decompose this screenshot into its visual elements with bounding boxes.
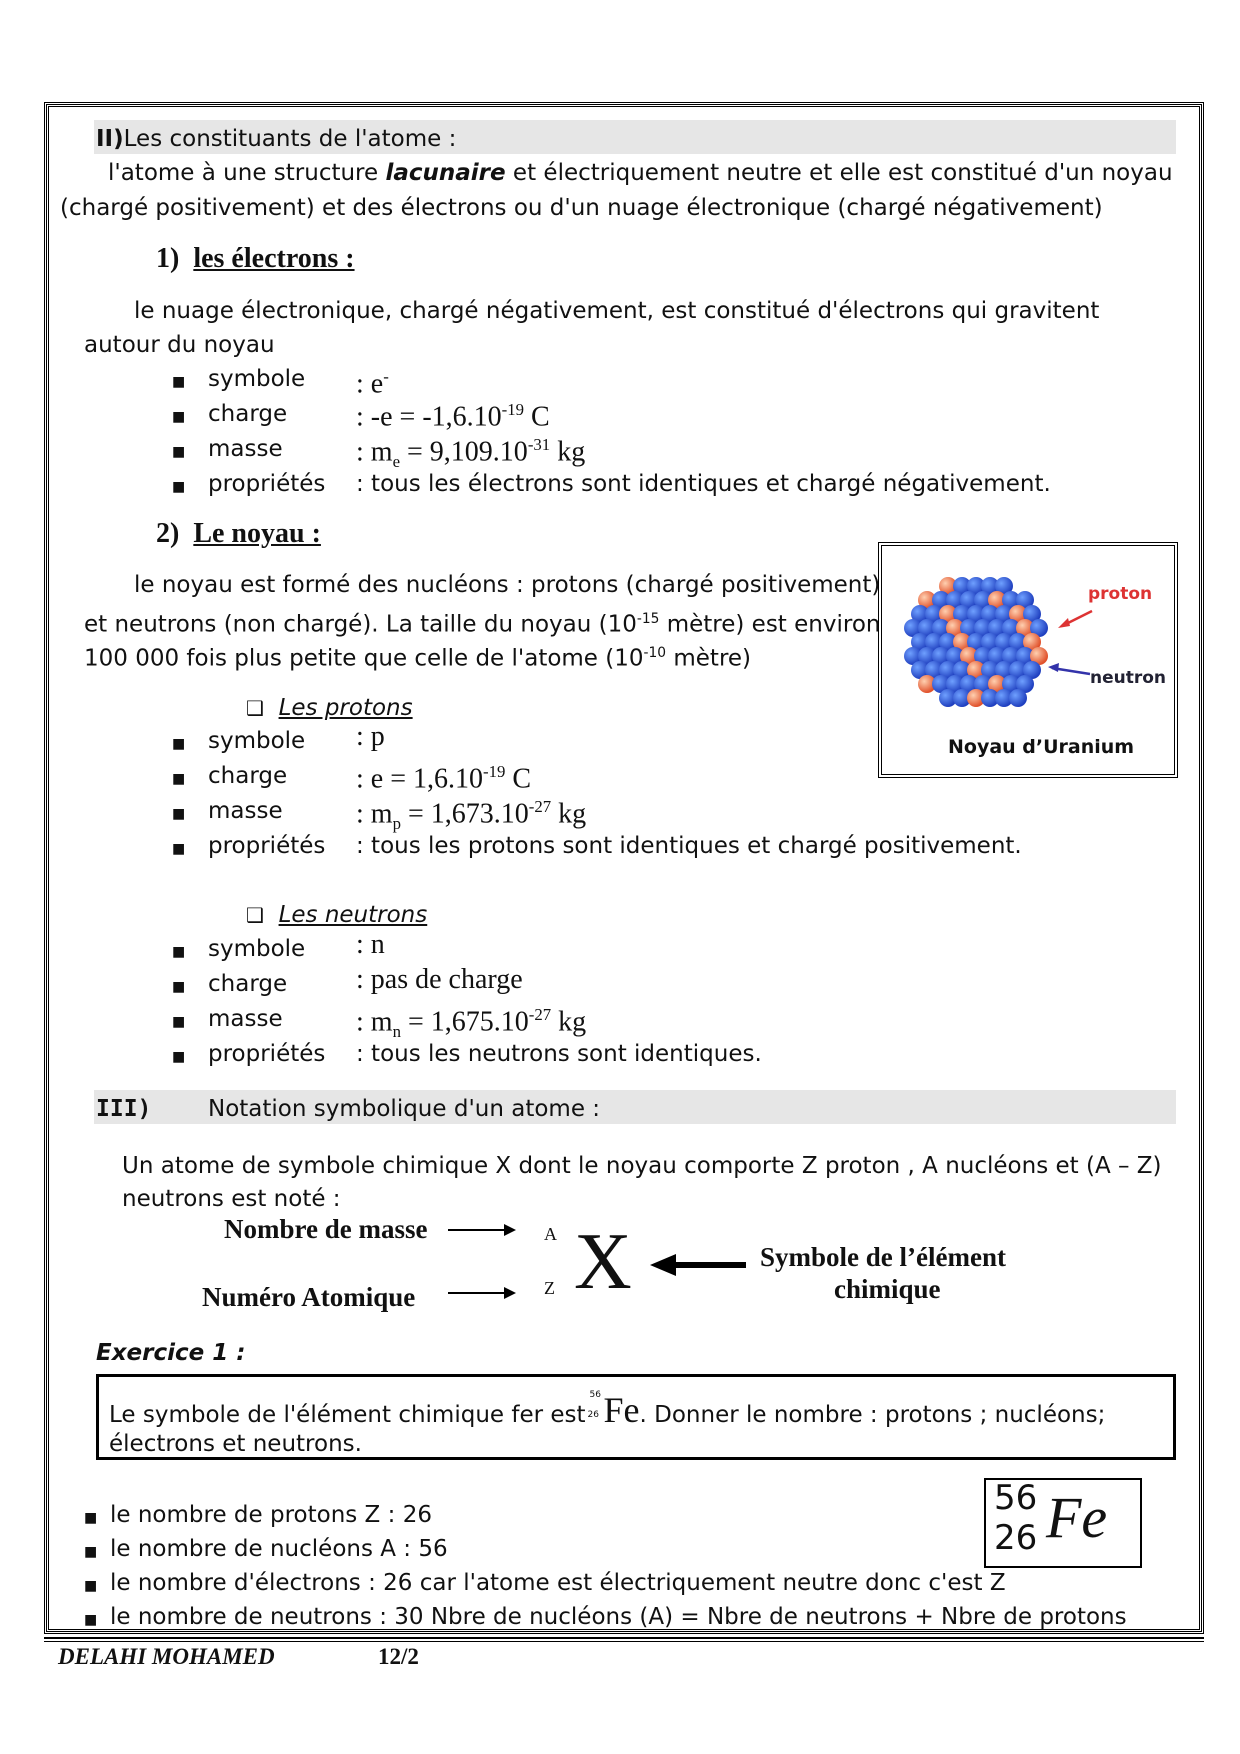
noyau-desc-2-sup: -15 [636, 611, 660, 627]
fe-symbol: Fe [1046, 1485, 1108, 1550]
label-charge: charge [208, 971, 288, 997]
electrons-desc-2: autour du noyau [84, 332, 275, 358]
answer-neutrons: le nombre de neutrons : 30 Nbre de nucléons (A) = Nbre de neutrons + Nbre de protons [110, 1604, 1127, 1630]
masse-text-b: = 9,109.10 [400, 436, 528, 468]
value-charge [356, 395, 550, 432]
list-item [172, 469, 1051, 502]
masse-text-c: kg [551, 1006, 587, 1038]
answer-electrons: le nombre d'électrons : 26 car l'atome est électriquement neutre donc c'est Z [110, 1570, 1006, 1596]
list-item [172, 399, 550, 433]
bullet-icon: ■ [84, 1544, 98, 1560]
list-item [172, 929, 385, 967]
exercise-line-2: électrons et neutrons. [109, 1431, 362, 1457]
noyau-heading-text: Le noyau : [193, 518, 321, 549]
neutrons-title: Les neutrons [278, 902, 428, 928]
bullet-icon: ■ [172, 979, 186, 995]
label-symbole: symbole [208, 728, 306, 754]
section-ii-heading [96, 124, 456, 154]
intro-keyword: lacunaire [385, 160, 506, 186]
charge-sup: -19 [483, 762, 506, 781]
neutrons-subheading [246, 900, 427, 930]
list-item [172, 1004, 587, 1041]
list-item [172, 364, 389, 400]
masse-sub: e [392, 451, 401, 471]
charge-text-a: : -e = -1,6.10 [356, 401, 502, 433]
proton-label: proton [1088, 584, 1153, 604]
atomic-number-symbol: Z [544, 1278, 555, 1298]
bullet-icon: ■ [84, 1510, 98, 1526]
list-item [172, 1039, 762, 1072]
masse-sub: n [392, 1021, 401, 1041]
list-item [84, 1602, 1127, 1635]
fe-atomic-number: 26 [994, 1518, 1038, 1558]
noyau-heading [156, 518, 321, 550]
footer-author: DELAHI MOHAMED [58, 1644, 275, 1669]
footer-rule-thin [44, 1641, 1204, 1642]
footer-rule [44, 1637, 1204, 1639]
masse-text-c: kg [550, 436, 586, 468]
answer-protons: le nombre de protons Z : 26 [110, 1502, 432, 1528]
fe-inline-mass: 56 [589, 1390, 601, 1400]
fe-mass-number: 56 [994, 1478, 1038, 1518]
bullet-icon: ■ [172, 409, 186, 425]
charge-text-b: C [524, 401, 550, 433]
section-ii-intro-1 [108, 158, 1173, 188]
noyau-desc-2a: et neutrons (non chargé). La taille du noyau (10 [84, 611, 637, 638]
value-symbole: : p [356, 721, 385, 752]
masse-sub: p [392, 813, 401, 833]
figure-caption: Noyau d’Uranium [948, 736, 1135, 758]
masse-text-b: = 1,673.10 [400, 798, 529, 830]
exercise-line-1 [109, 1390, 1106, 1430]
element-arrow-icon [650, 1250, 746, 1280]
label-masse: masse [208, 1006, 283, 1032]
fe-inline-indices [586, 1390, 604, 1422]
exercise-box [96, 1374, 1176, 1460]
noyau-desc-3-sup: -10 [643, 645, 667, 661]
fe-inline-z: 26 [587, 1410, 599, 1420]
section-iii-title: Notation symbolique d'un atome : [208, 1096, 601, 1122]
label-masse: masse [208, 436, 283, 462]
masse-text-a: : m [356, 1006, 393, 1038]
list-item [172, 964, 523, 1002]
mass-number-symbol: A [544, 1224, 557, 1244]
exercise-text-a: Le symbole de l'élément chimique fer est [109, 1402, 586, 1428]
value-charge: : pas de charge [356, 964, 523, 995]
list-item [172, 721, 385, 759]
protons-title: Les protons [278, 695, 413, 721]
intro-text-b: et électriquement neutre et elle est constitué d'un noyau [505, 160, 1173, 186]
masse-text-c: kg [551, 798, 587, 830]
section-ii-intro-2: (chargé positivement) et des électrons ou d'un nuage électronique (chargé négativement) [60, 195, 1103, 221]
nucleus-figure [878, 542, 1178, 778]
fe-inline-symbol: Fe [603, 1390, 640, 1430]
label-proprietes: propriétés [208, 471, 326, 497]
masse-text-a: : m [356, 798, 393, 830]
list-item [172, 434, 586, 471]
exercise-title: Exercice 1 : [96, 1340, 246, 1366]
nucleon-sphere [1009, 689, 1027, 707]
neutron-label: neutron [1090, 668, 1167, 688]
symbole-sup: - [383, 367, 389, 386]
value-proprietes: : tous les électrons sont identiques et chargé négativement. [356, 471, 1051, 497]
bullet-icon: ■ [84, 1578, 98, 1594]
masse-sup: -31 [527, 435, 551, 454]
masse-sup: -27 [528, 1005, 552, 1024]
label-proprietes: propriétés [208, 833, 326, 859]
value-symbole: : n [356, 929, 385, 960]
label-symbole: symbole [208, 366, 306, 392]
mass-number-label: Nombre de masse [224, 1214, 428, 1244]
value-proprietes: : tous les neutrons sont identiques. [356, 1041, 762, 1067]
bullet-icon: ■ [172, 1049, 186, 1065]
electrons-desc-1: le nuage électronique, chargé négativement, est constitué d'électrons qui gravitent [134, 298, 1100, 324]
charge-sup: -19 [501, 400, 525, 419]
noyau-desc-1: le noyau est formé des nucléons : protons (chargé positivement) [134, 572, 881, 598]
electrons-heading-num: 1) [156, 243, 180, 274]
symbole-text: : e [356, 368, 384, 400]
bullet-icon: ■ [172, 771, 186, 787]
bullet-icon: ■ [172, 444, 186, 460]
list-item [84, 1500, 432, 1533]
masse-text-a: : m [356, 436, 393, 468]
section-iii-line-2: neutrons est noté : [122, 1186, 341, 1212]
list-item [172, 796, 587, 833]
label-symbole: symbole [208, 936, 306, 962]
intro-text-a: l'atome à une structure [108, 160, 386, 186]
noyau-desc-3a: 100 000 fois plus petite que celle de l'atome (10 [84, 645, 644, 672]
answer-nucleons: le nombre de nucléons A : 56 [110, 1536, 448, 1562]
noyau-heading-num: 2) [156, 518, 180, 549]
label-charge: charge [208, 763, 288, 789]
list-item [84, 1568, 1006, 1601]
list-item [84, 1534, 448, 1567]
noyau-desc-3 [84, 638, 751, 674]
footer-page-number: 12/2 [378, 1644, 419, 1669]
protons-subheading [246, 693, 413, 723]
masse-text-b: = 1,675.10 [400, 1006, 529, 1038]
charge-text-a: : e = 1,6.10 [356, 763, 483, 795]
label-arrows-icon [446, 1218, 516, 1308]
label-charge: charge [208, 401, 288, 427]
checkbox-icon: ❑ [246, 903, 264, 927]
list-item [172, 831, 1022, 864]
value-charge [356, 757, 531, 794]
fe-notation-box [984, 1478, 1142, 1568]
exercise-text-b: . Donner le nombre : protons ; nucléons; [639, 1402, 1106, 1428]
electrons-heading [156, 243, 355, 275]
bullet-icon: ■ [172, 944, 186, 960]
noyau-desc-3b: mètre) [666, 645, 752, 672]
section-iii-number: III) [96, 1096, 152, 1122]
bullet-icon: ■ [172, 479, 186, 495]
checkbox-icon: ❑ [246, 696, 264, 720]
element-symbol-x: X [574, 1218, 632, 1306]
masse-sup: -27 [528, 797, 552, 816]
bullet-icon: ■ [172, 374, 186, 390]
bullet-icon: ■ [84, 1612, 98, 1628]
noyau-desc-2b: mètre) est environ [659, 611, 881, 638]
bullet-icon: ■ [172, 1014, 186, 1030]
element-symbol-label-1: Symbole de l’élément [760, 1242, 1006, 1272]
value-proprietes: : tous les protons sont identiques et chargé positivement. [356, 833, 1022, 859]
section-ii-number: II) [96, 126, 124, 152]
nucleons-cluster [904, 577, 1048, 707]
noyau-desc-2 [84, 604, 880, 640]
element-symbol-label-2: chimique [834, 1274, 941, 1304]
charge-text-b: C [505, 763, 532, 795]
bullet-icon: ■ [172, 736, 186, 752]
value-symbole [356, 362, 389, 399]
electrons-heading-text: les électrons : [193, 243, 355, 274]
label-proprietes: propriétés [208, 1041, 326, 1067]
bullet-icon: ■ [172, 841, 186, 857]
atomic-number-label: Numéro Atomique [202, 1282, 416, 1312]
bullet-icon: ■ [172, 806, 186, 822]
list-item [172, 761, 532, 795]
section-ii-title: Les constituants de l'atome : [123, 126, 457, 152]
label-masse: masse [208, 798, 283, 824]
section-iii-line-1: Un atome de symbole chimique X dont le noyau comporte Z proton , A nucléons et (A – Z) [122, 1153, 1162, 1179]
